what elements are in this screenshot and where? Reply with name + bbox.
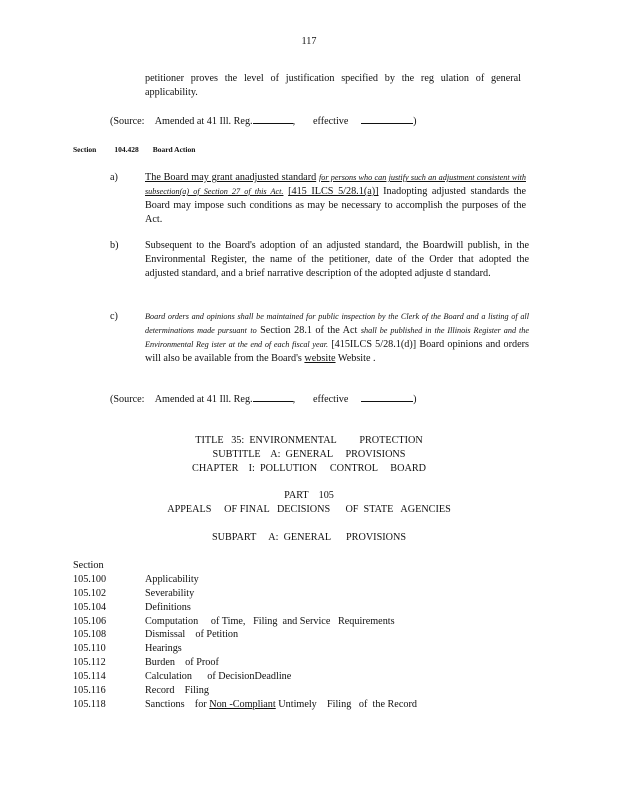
toc-number: 105.114: [73, 671, 106, 682]
toc-row: [73, 698, 417, 712]
source-close: ): [413, 394, 417, 405]
toc-title-part-2: Untimely Filing of the Record: [278, 699, 417, 710]
item-a-inserted-text: The Board may grant anadjusted standard: [145, 172, 317, 183]
toc-number: 105.100: [73, 574, 107, 585]
toc-title-part-1: Sanctions for: [145, 699, 207, 710]
source-comma: ,: [292, 394, 296, 405]
item-a-statute-text: for persons who can justify such an adjustment consistent with subsection(a) of Section 27 of this Act.: [145, 173, 526, 196]
source-note-2: [110, 392, 417, 407]
toc-row: [73, 615, 395, 629]
intro-paragraph: petitioner proves the level of justification specified by the reg ulation of general applicability.: [145, 73, 521, 98]
toc-title: Applicability: [145, 574, 199, 585]
toc-number: 105.110: [73, 643, 106, 654]
toc-row: [73, 601, 191, 615]
source-amended: Amended at 41 Ill. Reg.: [154, 116, 253, 127]
item-b-paragraph: Subsequent to the Board's adoption of an adjusted standard, the Boardwill publish, in the Environmental Register, the name of the petitioner, date of the Order that adopted the adjusted standard, and a brief narrative description of the adopted adjuste d standard.: [145, 240, 529, 279]
reg-blank: [253, 114, 293, 124]
source-label: (Source:: [110, 394, 145, 405]
item-c-section-ref: Section 28.1 of the Act: [260, 325, 358, 336]
toc-title: Definitions: [145, 602, 191, 613]
item-c-citation: [415ILCS 5/28.1(d)]: [331, 339, 417, 350]
toc-row: [73, 573, 199, 587]
item-c-statute-to: to: [250, 326, 257, 335]
subtitle-heading: SUBTITLE A: GENERAL PROVISIONS: [212, 449, 406, 460]
toc-number: 105.106: [73, 616, 107, 627]
chapter-heading: CHAPTER I: POLLUTION CONTROL BOARD: [192, 463, 426, 474]
item-b-marker: b): [110, 240, 119, 251]
item-a-marker: a): [110, 172, 118, 183]
toc-title: Dismissal of Petition: [145, 629, 239, 640]
section-label: Section: [73, 145, 97, 154]
page-number: 117: [301, 36, 317, 47]
source-effective: effective: [312, 116, 349, 127]
toc-row: [73, 670, 291, 684]
toc-number: 105.102: [73, 588, 107, 599]
toc-row: [73, 684, 209, 698]
reg-blank: [253, 392, 293, 402]
toc-number: 105.118: [73, 699, 106, 710]
item-a-paragraph: [145, 171, 526, 227]
toc-row: [73, 628, 238, 642]
item-c-website-inserted: website: [304, 353, 336, 364]
part-title-heading: APPEALS OF FINAL DECISIONS OF STATE AGENCIES: [167, 504, 451, 515]
source-comma: ,: [292, 116, 296, 127]
toc-number: 105.112: [73, 657, 106, 668]
source-label: (Source:: [110, 116, 145, 127]
subpart-heading: SUBPART A: GENERAL PROVISIONS: [211, 532, 407, 543]
section-title: Board Action: [152, 145, 196, 154]
source-amended: Amended at 41 Ill. Reg.: [154, 394, 253, 405]
item-c-website-end: Website .: [337, 353, 376, 364]
source-close: ): [413, 116, 417, 127]
toc-title: Burden of Proof: [145, 657, 219, 668]
item-c-marker: c): [110, 311, 118, 322]
item-c-paragraph: [145, 310, 529, 366]
title-heading: TITLE 35: ENVIRONMENTAL PROTECTION: [195, 435, 423, 446]
toc-title: Severability: [145, 588, 195, 599]
item-c-remainder: Board opinions and orders will also be available from the Board's: [145, 339, 529, 364]
toc-row: [73, 587, 194, 601]
toc-number: 105.108: [73, 629, 107, 640]
effective-blank: [361, 114, 413, 124]
item-a-remainder: Inadopting adjusted standards the Board may impose such conditions as may be necessary to accomplish the purposes of the Act.: [145, 186, 527, 225]
item-c-statute-text-2: shall be published in the Illinois Register and the Environmental Reg ister at the end of each fiscal year.: [145, 326, 530, 349]
item-c-statute-text-1: Board orders and opinions shall be maintained for public inspection by the Clerk of the Board and a listing of all determinations made pursuant: [145, 312, 529, 335]
toc-title: Record Filing: [145, 685, 209, 696]
toc-section-label: Section: [73, 560, 104, 571]
toc-title: Calculation of DecisionDeadline: [145, 671, 292, 682]
toc-number: 105.104: [73, 602, 107, 613]
toc-title: Computation of Time, Filing and Service Requirements: [145, 616, 395, 627]
source-note-1: [110, 114, 417, 129]
effective-blank: [361, 392, 413, 402]
item-a-citation: [415 ILCS 5/28.1(a)]: [288, 186, 379, 197]
source-effective: effective: [312, 394, 349, 405]
section-number: 104.428: [114, 145, 139, 154]
part-heading: PART 105: [284, 490, 334, 501]
toc-row: [73, 642, 182, 656]
toc-title-inserted: Non -Compliant: [209, 699, 276, 710]
toc-row: [73, 656, 219, 670]
toc-title: Hearings: [145, 643, 182, 654]
toc-number: 105.116: [73, 685, 106, 696]
section-heading: [73, 145, 195, 155]
